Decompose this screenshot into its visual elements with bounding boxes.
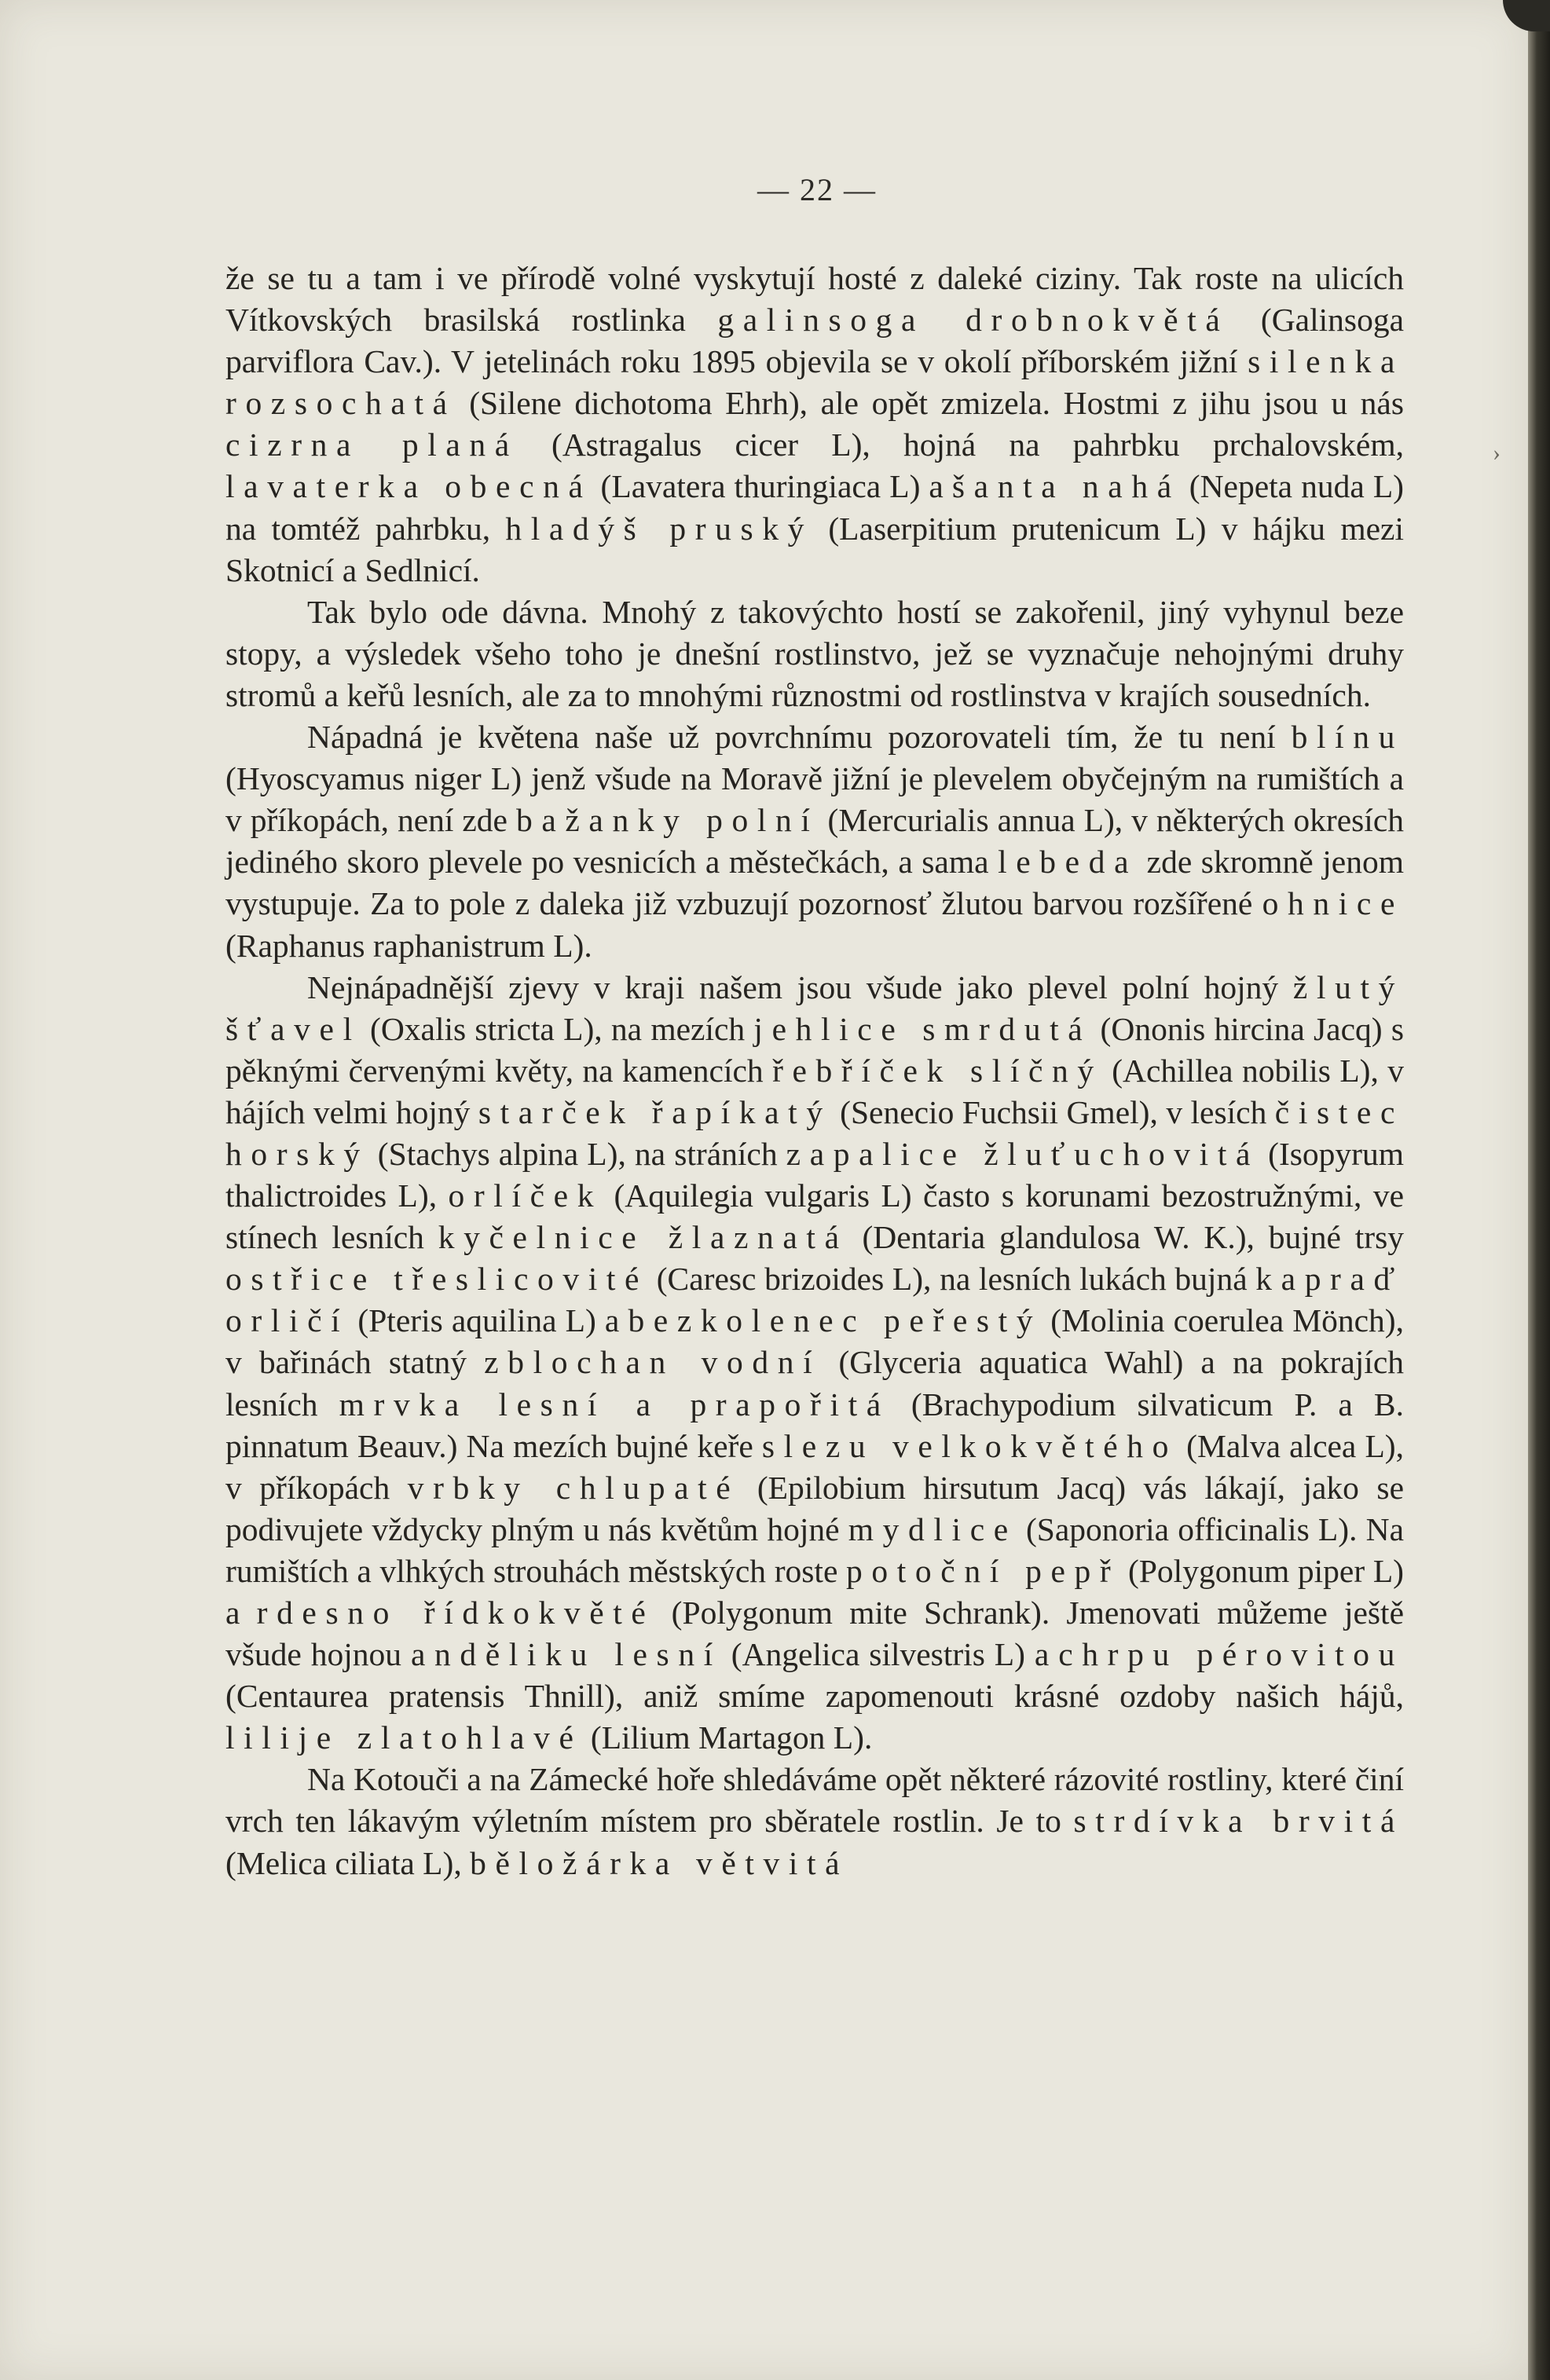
text-segment: zde skromně jenom vystupuje. Za to pole z daleka již vzbuzují pozornosť žlutou barvou rozšířené <box>225 844 1404 922</box>
text-segment: (Saponoria officinalis L). Na rumištích a vlhkých strouhách městských roste <box>225 1510 1404 1589</box>
spaced-plant-name: zblochan vodní <box>484 1344 822 1381</box>
spaced-plant-name: bezkolenec peřestý <box>628 1302 1042 1339</box>
text-segment: (Galinsoga parviflora Cav.). V jetelinách roku 1895 objevila se v okolí příborském jižní <box>225 302 1404 380</box>
text-segment: (Silene dichotoma Ehrh), ale opět zmizela. Hostmi z jihu jsou u nás <box>456 385 1404 422</box>
text-segment: (Pteris aquilina L) a <box>349 1302 628 1339</box>
spaced-plant-name: žlutý šťavel <box>225 968 1404 1047</box>
spaced-plant-name: čistec horský <box>225 1093 1404 1172</box>
spaced-plant-name: běložárka větvitá <box>470 1844 849 1881</box>
text-segment: (Nepeta nuda L) na tomtéž pahrbku, <box>225 468 1404 547</box>
spaced-plant-name: hladýš pruský <box>505 510 814 547</box>
text-segment: (Senecio Fuchsii Gmel), v lesích <box>831 1093 1275 1130</box>
spaced-plant-name: mydlice <box>848 1510 1017 1547</box>
spaced-plant-name: anděliku lesní <box>410 1636 722 1673</box>
spaced-plant-name: lavaterka obecná <box>225 468 592 505</box>
text-segment: (Raphanus raphanistrum L). <box>225 927 592 964</box>
text-segment: (Mercurialis annua L), v některých okresích jediného skoro plevele po vesnicích a městečkách, a sama <box>225 802 1404 881</box>
spaced-plant-name: starček řapíkatý <box>478 1093 832 1130</box>
text-segment: (Malva alcea L), v příkopách <box>225 1427 1404 1506</box>
text-segment: (Centaurea pratensis Thnill), aniž smíme zapomenouti krásné ozdoby našich hájů, <box>225 1678 1404 1715</box>
text-segment: (Laserpitium prutenicum L) v hájku mezi Skotnicí a Sedlnicí. <box>225 510 1404 588</box>
spaced-plant-name: ostřice třeslicovité <box>225 1261 649 1298</box>
page-binding-edge <box>1528 0 1550 2380</box>
spaced-plant-name: lilije zlatohlavé <box>225 1719 583 1756</box>
text-segment: (Melica ciliata L), <box>225 1844 471 1881</box>
paragraph <box>225 716 1404 967</box>
body-text <box>225 258 1404 1884</box>
paragraph <box>225 967 1404 1759</box>
text-segment: (Lavatera thuringiaca L) a <box>592 468 952 505</box>
text-segment: (Polygonum mite Schrank). Jmenovati můžeme ještě všude hojnou <box>225 1595 1405 1673</box>
text-segment: (Achillea nobilis L), v hájích velmi hojný <box>225 1052 1404 1130</box>
text-segment: (Lilium Martagon L). <box>582 1719 873 1756</box>
paragraph <box>225 1759 1404 1884</box>
text-segment: Tak bylo ode dávna. Mnohý z takovýchto hostí se zakořenil, jiný vyhynul beze stopy, a výsledek všeho toho je dnešní rostlinstvo, jež se vyznačuje nehojnými druhy stromů a keřů lesních, ale za to mnohými různostmi od rostlinstva v krajích sousedních. <box>225 593 1404 713</box>
paragraph <box>225 258 1404 591</box>
spaced-plant-name: mrvka lesní a prapořitá <box>339 1386 890 1423</box>
text-segment: (Aquilegia vulgaris L) často s korunami bezostružnými, ve stínech lesních <box>225 1177 1404 1256</box>
text-segment: (Epilobium hirsutum Jacq) vás lákají, jako se podivujete vždycky plným u nás květům hojné <box>225 1469 1404 1547</box>
text-segment: Nápadná je květena naše už povrchnímu pozorovateli tím, že tu není <box>307 719 1292 756</box>
text-segment: (Astragalus cicer L), hojná na pahrbku prchalovském, <box>518 427 1404 463</box>
spaced-plant-name: vrbky chlupaté <box>407 1469 740 1506</box>
text-segment: (Dentaria glandulosa W. K.), bujné trsy <box>848 1219 1405 1256</box>
margin-mark: › <box>1493 440 1501 466</box>
spaced-plant-name: rdesno řídkokvěté <box>256 1595 655 1631</box>
text-segment: že se tu a tam i ve přírodě volné vyskytují hosté z daleké ciziny. Tak roste na ulicích Vítkovských brasilská rostlinka <box>225 260 1404 339</box>
paragraph <box>225 591 1404 716</box>
text-segment: (Caresc brizoides L), na lesních lukách bujná <box>648 1261 1256 1298</box>
text-segment: (Glyceria aquatica Wahl) a na pokrajích lesních <box>225 1344 1404 1423</box>
text-segment: (Angelica silvestris L) a <box>721 1636 1059 1673</box>
spaced-plant-name: ohnice <box>1262 885 1404 922</box>
spaced-plant-name: cizrna planá <box>225 427 518 463</box>
spaced-plant-name: silenka rozsochatá <box>225 343 1404 422</box>
text-segment: (Isopyrum thalictroides L), <box>225 1135 1405 1214</box>
text-segment: (Polygonum piper L) a <box>225 1552 1404 1631</box>
spaced-plant-name: slezu velkokvětého <box>761 1427 1178 1464</box>
spaced-plant-name: jehlice smrdutá <box>753 1010 1092 1047</box>
spaced-plant-name: potoční pepř <box>846 1552 1120 1589</box>
text-segment: Nejnápadnější zjevy v kraji našem jsou všude jako plevel polní hojný <box>307 968 1293 1005</box>
spaced-plant-name: bažanky polní <box>515 802 819 839</box>
spaced-plant-name: kyčelnice žlaznatá <box>438 1219 848 1256</box>
page-number: — 22 — <box>757 172 877 207</box>
text-segment: (Hyoscyamus niger L) jenž všude na Moravě jižní je plevelem obyčejným na rumištích a v příkopách, není zde <box>225 760 1404 839</box>
spaced-plant-name: strdívka brvitá <box>1073 1803 1404 1840</box>
spaced-plant-name: lebeda <box>998 844 1138 881</box>
spaced-plant-name: chrpu pérovitou <box>1058 1636 1404 1673</box>
spaced-plant-name: orlíček <box>448 1177 603 1214</box>
text-segment: (Molinia coerulea Mönch), v bařinách statný <box>225 1302 1404 1381</box>
text-segment: (Oxalis stricta L), na mezích <box>361 1010 754 1047</box>
text-segment: (Ononis hircina Jacq) s pěknými červenými květy, na kamencích <box>225 1010 1404 1089</box>
spaced-plant-name: zapalice žluťuchovitá <box>786 1135 1260 1172</box>
spaced-plant-name: řebříček slíčný <box>772 1052 1103 1089</box>
spaced-plant-name: šanta nahá <box>951 468 1181 505</box>
spaced-plant-name: galinsoga drobnokvětá <box>717 302 1229 339</box>
text-segment: (Stachys alpina L), na stráních <box>368 1135 786 1172</box>
text-segment: (Brachypodium silvaticum P. a B. pinnatum Beauv.) Na mezích bujné keře <box>225 1386 1404 1464</box>
text-segment: Na Kotouči a na Zámecké hoře shledáváme opět některé rázovité rostliny, které činí vrch ten lákavým výletním místem pro sběratele rostlin. Je to <box>225 1761 1404 1840</box>
spaced-plant-name: kapraď orličí <box>225 1261 1404 1339</box>
spaced-plant-name: blínu <box>1291 719 1404 756</box>
